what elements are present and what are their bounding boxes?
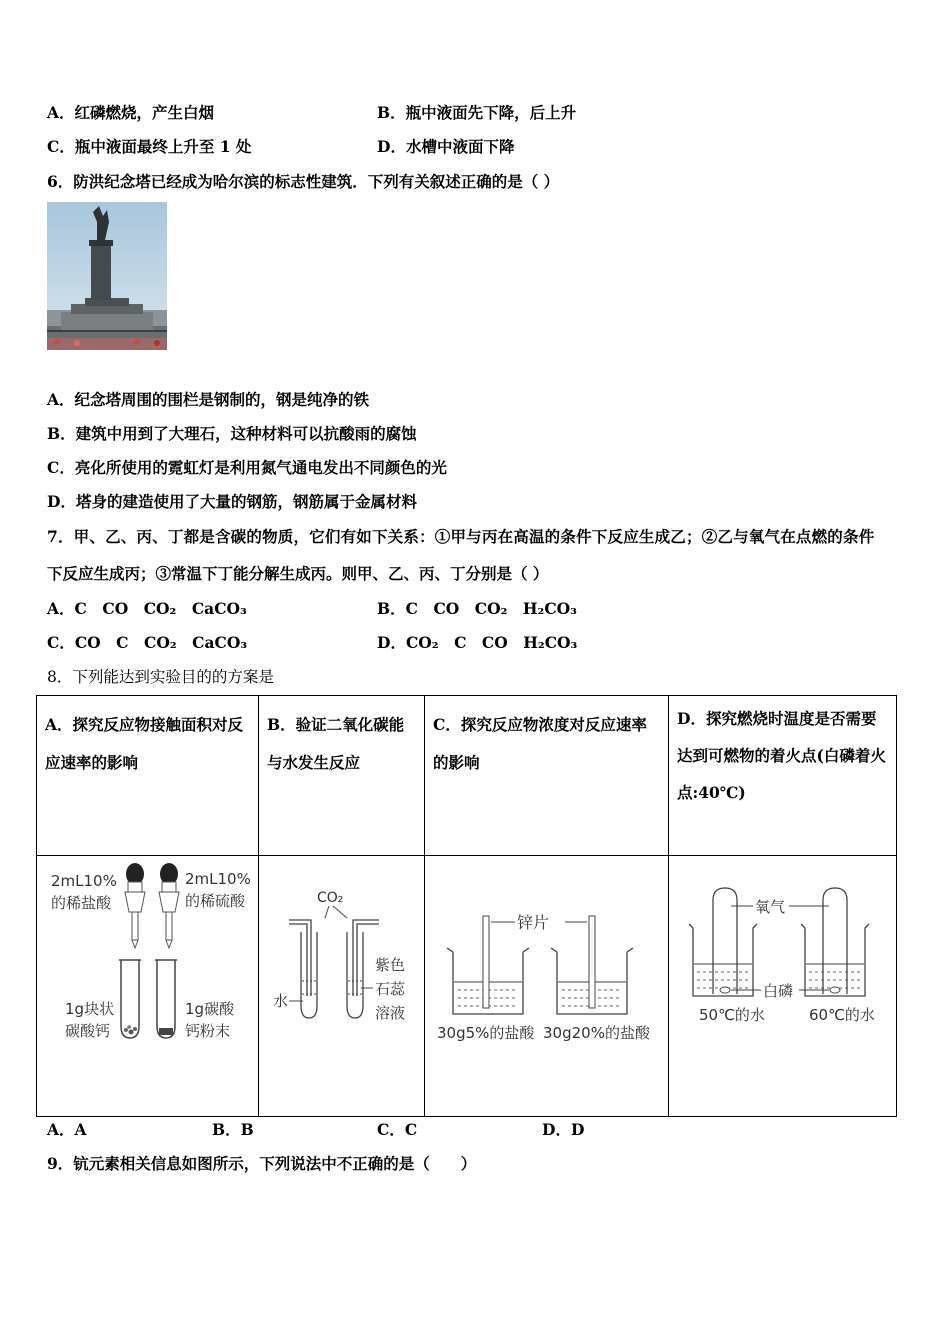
q5-option-c: C．瓶中液面最终上升至 1 处	[47, 137, 252, 156]
svg-text:碳酸钙: 碳酸钙	[65, 1022, 111, 1040]
right-test-tube	[155, 960, 177, 1038]
right-dropper	[159, 863, 179, 948]
q6-option-b: B．建筑中用到了大理石，这种材料可以抗酸雨的腐蚀	[47, 424, 417, 443]
q8-answer-d: D．D	[542, 1120, 585, 1139]
memorial-tower-photo	[47, 202, 167, 350]
q8-header-c: C．探究反应物浓度对反应速率的影响	[425, 696, 669, 856]
svg-text:氧气: 氧气	[755, 898, 786, 916]
svg-text:2mL10%: 2mL10%	[185, 870, 251, 888]
q7-stem-line2: 下反应生成丙；③常温下丁能分解生成丙。则甲、乙、丙、丁分别是（ ）	[47, 564, 549, 583]
q5-option-a: A．红磷燃烧，产生白烟	[47, 103, 215, 122]
svg-text:30g20%的盐酸: 30g20%的盐酸	[543, 1024, 650, 1042]
svg-text:2mL10%: 2mL10%	[51, 872, 117, 890]
svg-text:的稀盐酸: 的稀盐酸	[51, 894, 112, 912]
right-beaker-tube	[801, 888, 869, 996]
q7-stem-line1: 7．甲、乙、丙、丁都是含碳的物质，它们有如下关系：①甲与丙在高温的条件下反应生成乙；②乙与氧气在点燃的条件	[47, 527, 875, 546]
svg-text:50℃的水: 50℃的水	[699, 1006, 765, 1024]
q8-figure-a	[37, 856, 259, 1117]
svg-text:的稀硫酸: 的稀硫酸	[185, 892, 246, 910]
svg-text:石蕊: 石蕊	[375, 980, 406, 998]
q5-option-b: B．瓶中液面先下降，后上升	[377, 103, 577, 122]
q6-option-c: C．亮化所使用的霓虹灯是利用氮气通电发出不同颜色的光	[47, 458, 447, 477]
q8-answer-c: C．C	[377, 1120, 418, 1139]
figure-d-diagram	[669, 856, 897, 1112]
q6-stem: 6．防洪纪念塔已经成为哈尔滨的标志性建筑．下列有关叙述正确的是（ ）	[47, 172, 560, 191]
q8-figure-b	[259, 856, 425, 1117]
q8-stem: 8．下列能达到实验目的的方案是	[47, 668, 274, 686]
litmus-test-tube	[347, 932, 363, 1018]
q7-option-b: B．C CO CO₂ H₂CO₃	[377, 599, 577, 618]
q5-option-d: D．水槽中液面下降	[377, 137, 515, 156]
q8-header-a: A．探究反应物接触面积对反应速率的影响	[37, 696, 259, 856]
q7-option-c: C．CO C CO₂ CaCO₃	[47, 633, 248, 652]
left-beaker-tube	[689, 888, 757, 996]
svg-text:白磷: 白磷	[763, 982, 794, 1000]
q8-header-b: B．验证二氧化碳能与水发生反应	[259, 696, 425, 856]
left-test-tube	[119, 960, 141, 1038]
svg-text:锌片: 锌片	[517, 913, 550, 932]
svg-text:紫色: 紫色	[375, 956, 406, 974]
svg-text:1g块状: 1g块状	[65, 1000, 115, 1018]
q8-answer-a: A．A	[47, 1120, 87, 1139]
svg-text:30g5%的盐酸: 30g5%的盐酸	[437, 1024, 535, 1042]
q7-option-d: D．CO₂ C CO H₂CO₃	[377, 633, 578, 652]
q9-stem: 9．钪元素相关信息如图所示，下列说法中不正确的是（ ）	[47, 1154, 477, 1173]
svg-text:60℃的水: 60℃的水	[809, 1006, 875, 1024]
svg-text:溶液: 溶液	[375, 1004, 406, 1022]
left-dropper	[125, 863, 145, 948]
q6-option-d: D．塔身的建造使用了大量的钢筋，钢筋属于金属材料	[47, 492, 417, 511]
q8-header-d: D．探究燃烧时温度是否需要达到可燃物的着火点(白磷着火点:40℃)	[669, 696, 897, 856]
svg-text:1g碳酸: 1g碳酸	[185, 1000, 235, 1018]
figure-a-diagram	[37, 856, 259, 1112]
svg-text:CO₂: CO₂	[317, 890, 344, 906]
figure-b-diagram	[259, 856, 425, 1112]
figure-c-diagram	[425, 856, 669, 1112]
q8-answer-b: B．B	[212, 1120, 254, 1139]
q7-option-a: A．C CO CO₂ CaCO₃	[47, 599, 247, 618]
q6-option-a: A．纪念塔周围的围栏是钢制的，钢是纯净的铁	[47, 390, 370, 409]
right-beaker	[551, 916, 633, 1014]
water-test-tube	[301, 932, 317, 1018]
svg-text:水: 水	[273, 992, 289, 1010]
q8-figure-d	[669, 856, 897, 1117]
q8-experiment-table	[36, 695, 897, 1117]
q8-figure-c	[425, 856, 669, 1117]
svg-text:钙粉末: 钙粉末	[185, 1022, 231, 1040]
